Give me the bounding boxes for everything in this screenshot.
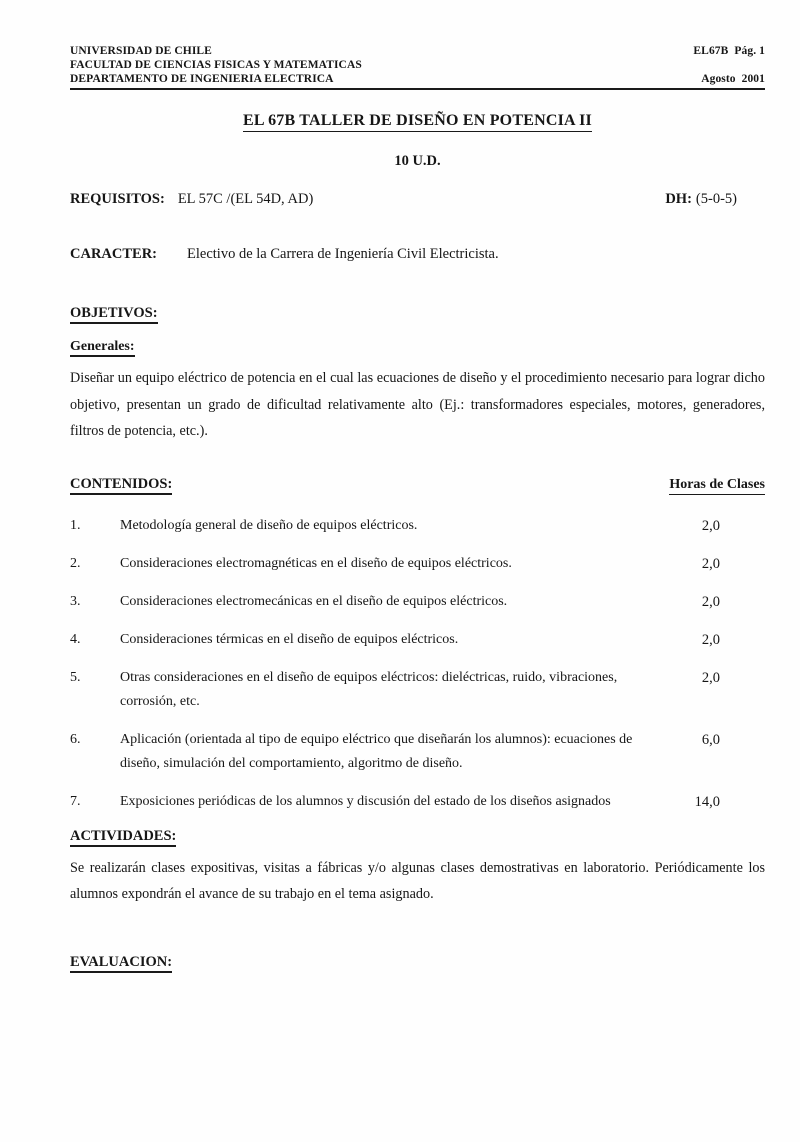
hours-column-heading: Horas de Clases [669,477,765,495]
item-number: 5. [70,669,81,685]
item-hours: 2,0 [701,555,720,572]
institution-block [70,45,362,86]
institution-line-department: DEPARTAMENTO DE INGENIERIA ELECTRICA [70,72,334,85]
item-text: Otras consideraciones en el diseño de equipos eléctricos: dieléctricas, ruido, vibraciones, corrosión, etc. [120,669,618,709]
contenidos-list [70,514,765,814]
contenidos-item [70,790,765,814]
item-text: Consideraciones térmicas en el diseño de equipos eléctricos. [120,631,459,647]
contenidos-item [70,666,765,714]
item-text: Exposiciones periódicas de los alumnos y discusión del estado de los diseños asignados [120,793,611,809]
item-hours: 2,0 [701,669,720,686]
title-block [70,112,765,132]
contenidos-heading: CONTENIDOS: [70,476,172,493]
generales-subheading: Generales: [70,339,765,355]
dh-field [665,191,737,208]
contenidos-item [70,628,765,652]
item-number: 6. [70,731,81,747]
caracter-row [70,246,765,263]
caracter-label: CARACTER: [70,246,157,263]
requisitos-label: REQUISITOS: [70,191,165,208]
course-title: EL 67B TALLER DE DISEÑO EN POTENCIA II [243,112,592,132]
institution-line-university: UNIVERSIDAD DE CHILE [70,45,212,57]
objetivos-paragraph: Diseñar un equipo eléctrico de potencia en el cual las ecuaciones de diseño y el procedimiento necesario para lograr dicho objetivo, presentan un grado de dificultad relativamente alto (Ej.: transformadores especiales, motores, generadores, filtros de potencia, etc.). [70,370,765,440]
header-meta-block [693,45,765,86]
item-text: Consideraciones electromecánicas en el diseño de equipos eléctricos. [120,593,508,609]
item-hours: 2,0 [701,631,720,648]
item-number: 1. [70,517,81,533]
course-code-page-ref: EL67B Pág. 1 [693,45,765,57]
item-text: Aplicación (orientada al tipo de equipo eléctrico que diseñarán los alumnos): ecuaciones de diseño, simulación del comportamiento, algoritmo de diseño. [120,731,633,771]
contenidos-item [70,590,765,614]
item-text: Consideraciones electromagnéticas en el diseño de equipos eléctricos. [120,555,512,571]
item-number: 4. [70,631,81,647]
item-hours: 2,0 [701,593,720,610]
contenidos-item [70,514,765,538]
item-number: 3. [70,593,81,609]
caracter-value: Electivo de la Carrera de Ingeniería Civil Electricista. [187,246,499,263]
item-number: 2. [70,555,81,571]
actividades-paragraph: Se realizarán clases expositivas, visitas a fábricas y/o algunas clases demostrativas en laboratorio. Periódicamente los alumnos expondrán el avance de su trabajo en el tema asignado. [70,859,765,903]
dh-value: (5-0-5) [695,191,737,208]
actividades-heading: ACTIVIDADES: [70,828,765,845]
item-hours: 14,0 [694,793,720,810]
objetivos-heading: OBJETIVOS: [70,305,765,322]
contenidos-header-row [70,476,765,495]
requisitos-value: EL 57C /(EL 54D, AD) [177,191,314,208]
evaluacion-heading: EVALUACION: [70,954,765,971]
item-text: Metodología general de diseño de equipos eléctricos. [120,517,418,533]
contenidos-item [70,552,765,576]
page-header [70,45,765,90]
item-hours: 2,0 [701,517,720,534]
requisitos-field [70,191,313,208]
dh-label: DH: [665,191,692,208]
institution-line-faculty: FACULTAD DE CIENCIAS FISICAS Y MATEMATICAS [70,58,362,71]
item-number: 7. [70,793,81,809]
contenidos-item [70,728,765,776]
document-date: Agosto 2001 [701,72,765,85]
course-credits: 10 U.D. [394,153,441,170]
item-hours: 6,0 [701,731,720,748]
requisitos-row [70,191,765,208]
